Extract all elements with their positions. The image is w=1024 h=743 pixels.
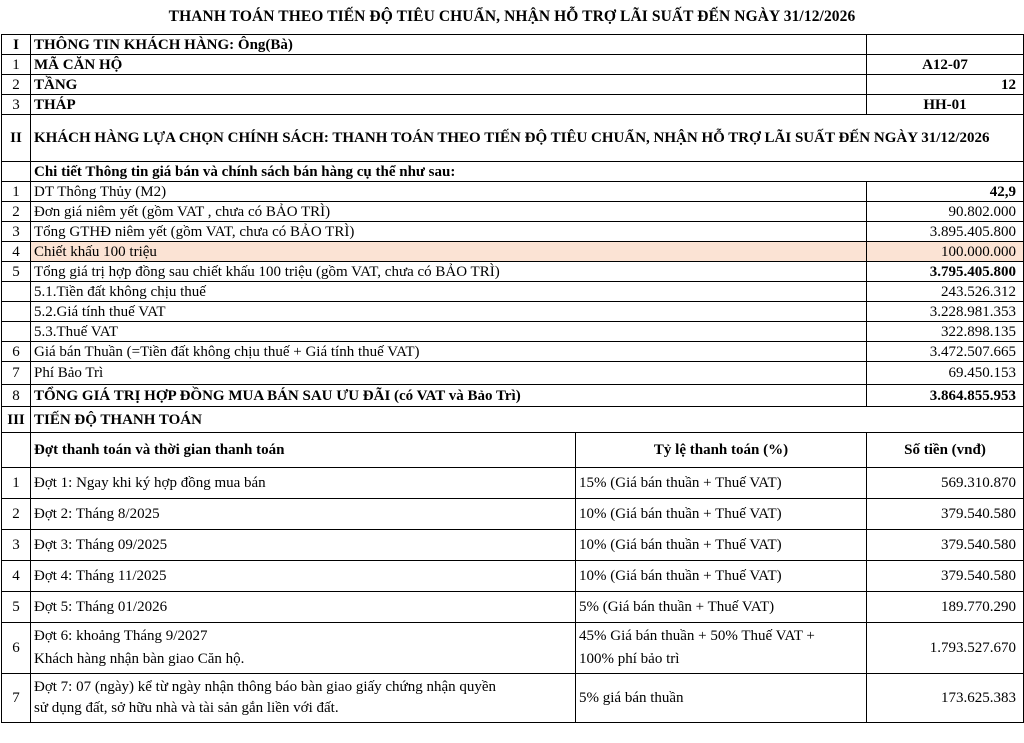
installment-rate: 10% (Giá bán thuần + Thuế VAT) xyxy=(576,561,867,592)
payment-row xyxy=(2,561,1024,592)
installment-label xyxy=(31,623,576,674)
row-number xyxy=(2,282,31,302)
table-row-highlighted xyxy=(2,242,1024,262)
row-number: 2 xyxy=(2,202,31,222)
section-number: I xyxy=(2,35,31,55)
table-row xyxy=(2,342,1024,362)
subheader-row xyxy=(2,162,1024,182)
column-header: Số tiền (vnđ) xyxy=(867,433,1024,468)
empty-cell xyxy=(2,162,31,182)
row-number: 1 xyxy=(2,55,31,75)
tower-value: HH-01 xyxy=(867,95,1024,115)
table-row xyxy=(2,262,1024,282)
table-row xyxy=(2,302,1024,322)
installment-rate: 5% (Giá bán thuần + Thuế VAT) xyxy=(576,592,867,623)
row-number: 2 xyxy=(2,75,31,95)
installment-label-line: sử dụng đất, sở hữu nhà và tài sản gắn liền với đất. xyxy=(34,700,339,716)
row-label: Tổng GTHĐ niêm yết (gồm VAT, chưa có BẢO TRÌ) xyxy=(31,222,867,242)
table-row xyxy=(2,282,1024,302)
payment-row xyxy=(2,623,1024,674)
row-number: 6 xyxy=(2,342,31,362)
row-label: TẦNG xyxy=(31,75,867,95)
row-number: 8 xyxy=(2,385,31,407)
details-subheader: Chi tiết Thông tin giá bán và chính sách bán hàng cụ thể như sau: xyxy=(31,162,1024,182)
row-value: 69.450.153 xyxy=(867,362,1024,385)
row-number: 3 xyxy=(2,530,31,561)
row-label: TỔNG GIÁ TRỊ HỢP ĐỒNG MUA BÁN SAU ƯU ĐÃI (có VAT và Bảo Trì) xyxy=(31,385,867,407)
section-number: III xyxy=(2,407,31,433)
installment-label-line: Khách hàng nhận bàn giao Căn hộ. xyxy=(34,651,245,667)
empty-cell xyxy=(867,35,1024,55)
installment-label: Đợt 4: Tháng 11/2025 xyxy=(31,561,576,592)
row-number xyxy=(2,322,31,342)
total-value: 3.864.855.953 xyxy=(867,385,1024,407)
installment-rate-line: 45% Giá bán thuần + 50% Thuế VAT + xyxy=(579,628,815,644)
row-value: 42,9 xyxy=(867,182,1024,202)
installment-amount: 379.540.580 xyxy=(867,499,1024,530)
section-label: KHÁCH HÀNG LỰA CHỌN CHÍNH SÁCH: THANH TOÁN THEO TIẾN ĐỘ TIÊU CHUẨN, NHẬN HỖ TRỢ LÃI SUẤT ĐẾN NGÀY 31/12/2026 xyxy=(31,115,1024,162)
installment-label: Đợt 5: Tháng 01/2026 xyxy=(31,592,576,623)
row-number: 7 xyxy=(2,674,31,723)
row-number: 7 xyxy=(2,362,31,385)
installment-amount: 173.625.383 xyxy=(867,674,1024,723)
floor-value: 12 xyxy=(867,75,1024,95)
row-number: 4 xyxy=(2,561,31,592)
installment-rate-line: 100% phí bảo trì xyxy=(579,651,680,667)
table-row xyxy=(2,182,1024,202)
row-number: 1 xyxy=(2,182,31,202)
page-title: THANH TOÁN THEO TIẾN ĐỘ TIÊU CHUẨN, NHẬN HỖ TRỢ LÃI SUẤT ĐẾN NGÀY 31/12/2026 xyxy=(168,8,856,25)
row-number: 3 xyxy=(2,222,31,242)
total-row xyxy=(2,385,1024,407)
section-label: THÔNG TIN KHÁCH HÀNG: Ông(Bà) xyxy=(31,35,867,55)
table-row xyxy=(2,202,1024,222)
row-label: Tổng giá trị hợp đồng sau chiết khấu 100 triệu (gồm VAT, chưa có BẢO TRÌ) xyxy=(31,262,867,282)
payment-row xyxy=(2,468,1024,499)
row-value: 322.898.135 xyxy=(867,322,1024,342)
section-number: II xyxy=(2,115,31,162)
section-label: TIẾN ĐỘ THANH TOÁN xyxy=(31,407,1024,433)
row-value: 100.000.000 xyxy=(867,242,1024,262)
section-header-schedule xyxy=(2,407,1024,433)
installment-amount: 189.770.290 xyxy=(867,592,1024,623)
row-number: 6 xyxy=(2,623,31,674)
row-value: 243.526.312 xyxy=(867,282,1024,302)
installment-amount: 379.540.580 xyxy=(867,530,1024,561)
installment-amount: 379.540.580 xyxy=(867,561,1024,592)
column-header: Tỷ lệ thanh toán (%) xyxy=(576,433,867,468)
empty-cell xyxy=(2,433,31,468)
row-label: Giá bán Thuần (=Tiền đất không chịu thuế + Giá tính thuế VAT) xyxy=(31,342,867,362)
payment-row xyxy=(2,530,1024,561)
table-row xyxy=(2,362,1024,385)
row-number: 5 xyxy=(2,262,31,282)
installment-amount: 569.310.870 xyxy=(867,468,1024,499)
table-row xyxy=(2,75,1024,95)
payment-row xyxy=(2,592,1024,623)
payment-row xyxy=(2,499,1024,530)
table-row xyxy=(2,95,1024,115)
schedule-header-row xyxy=(2,433,1024,468)
row-number: 5 xyxy=(2,592,31,623)
installment-label: Đợt 2: Tháng 8/2025 xyxy=(31,499,576,530)
row-label: THÁP xyxy=(31,95,867,115)
apartment-code: A12-07 xyxy=(867,55,1024,75)
section-header-customer xyxy=(2,35,1024,55)
row-label: Chiết khấu 100 triệu xyxy=(31,242,867,262)
row-value: 3.228.981.353 xyxy=(867,302,1024,322)
row-number: 3 xyxy=(2,95,31,115)
table-row xyxy=(2,55,1024,75)
row-value: 3.472.507.665 xyxy=(867,342,1024,362)
installment-amount: 1.793.527.670 xyxy=(867,623,1024,674)
row-label: 5.3.Thuế VAT xyxy=(31,322,867,342)
row-value: 90.802.000 xyxy=(867,202,1024,222)
installment-rate: 5% giá bán thuần xyxy=(576,674,867,723)
row-label: MÃ CĂN HỘ xyxy=(31,55,867,75)
row-value: 3.895.405.800 xyxy=(867,222,1024,242)
installment-label: Đợt 1: Ngay khi ký hợp đồng mua bán xyxy=(31,468,576,499)
installment-label: Đợt 3: Tháng 09/2025 xyxy=(31,530,576,561)
row-number: 1 xyxy=(2,468,31,499)
row-label: 5.1.Tiền đất không chịu thuế xyxy=(31,282,867,302)
row-label: Đơn giá niêm yết (gồm VAT , chưa có BẢO TRÌ) xyxy=(31,202,867,222)
row-number: 4 xyxy=(2,242,31,262)
table-row xyxy=(2,222,1024,242)
installment-rate xyxy=(576,623,867,674)
table-row xyxy=(2,322,1024,342)
payment-row xyxy=(2,674,1024,723)
row-number xyxy=(2,302,31,322)
installment-label xyxy=(31,674,576,723)
section-header-policy xyxy=(2,115,1024,162)
row-label: Phí Bảo Trì xyxy=(31,362,867,385)
installment-rate: 10% (Giá bán thuần + Thuế VAT) xyxy=(576,530,867,561)
installment-label-line: Đợt 6: khoảng Tháng 9/2027 xyxy=(34,628,208,644)
installment-rate: 10% (Giá bán thuần + Thuế VAT) xyxy=(576,499,867,530)
installment-rate: 15% (Giá bán thuần + Thuế VAT) xyxy=(576,468,867,499)
row-value: 3.795.405.800 xyxy=(867,262,1024,282)
column-header: Đợt thanh toán và thời gian thanh toán xyxy=(31,433,576,468)
row-label: DT Thông Thủy (M2) xyxy=(31,182,867,202)
row-label: 5.2.Giá tính thuế VAT xyxy=(31,302,867,322)
row-number: 2 xyxy=(2,499,31,530)
price-table xyxy=(1,34,1024,723)
installment-label-line: Đợt 7: 07 (ngày) kể từ ngày nhận thông báo bàn giao giấy chứng nhận quyền xyxy=(34,679,497,695)
